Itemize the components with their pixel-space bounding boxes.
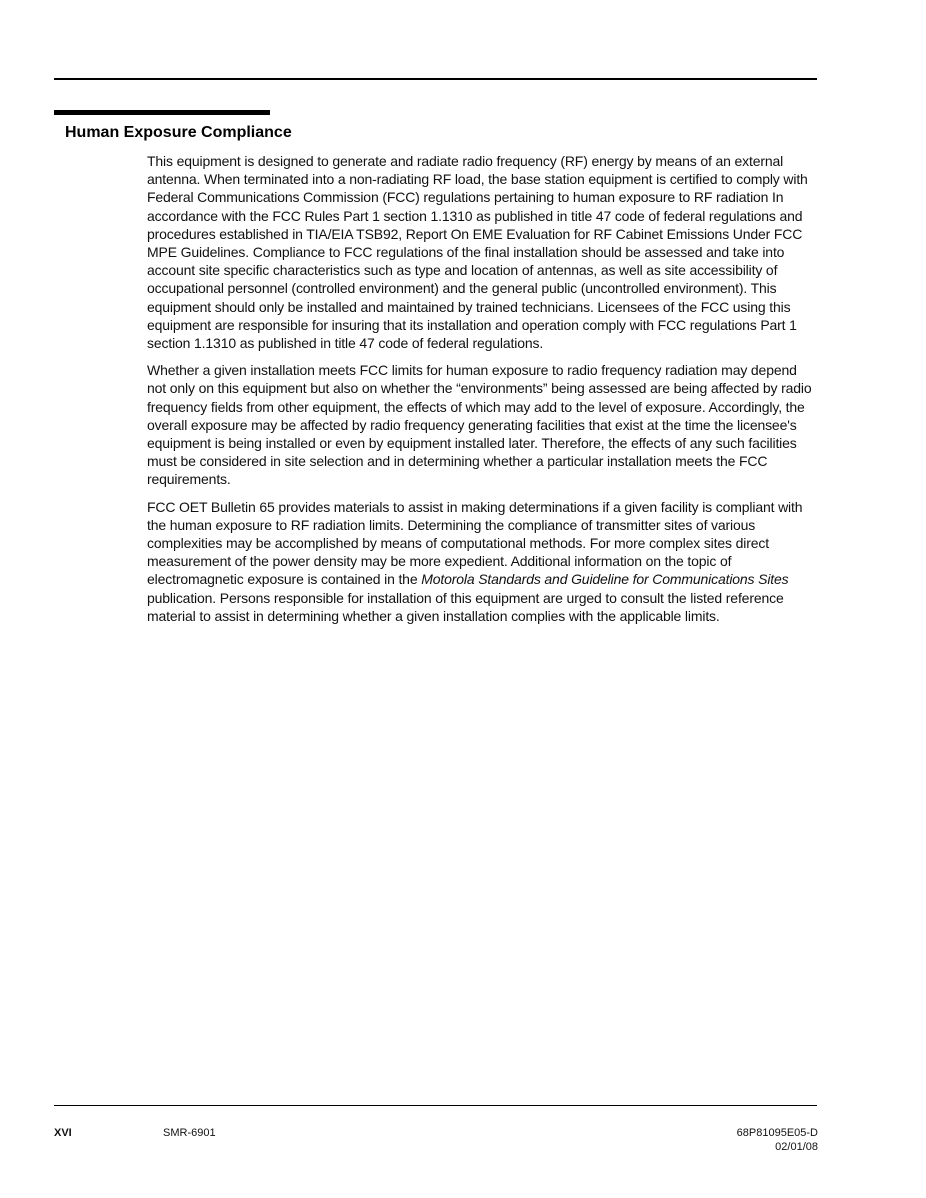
- top-rule: [54, 78, 817, 80]
- footer-page-number: XVI: [54, 1127, 72, 1139]
- paragraph-3-text-after: publication. Persons responsible for installation of this equipment are urged to consult the listed reference material to assist in determining whether a given installation complies with the applicable limits.: [147, 589, 784, 624]
- footer-model: SMR-6901: [163, 1127, 216, 1139]
- body-text: [147, 152, 818, 634]
- section-rule: [54, 110, 270, 115]
- paragraph-3: [147, 498, 818, 625]
- section-heading: Human Exposure Compliance: [65, 124, 292, 141]
- paragraph-2: Whether a given installation meets FCC limits for human exposure to radio frequency radiation may depend not only on this equipment but also on whether the “environments” being assessed are being affected by radio frequency fields from other equipment, the effects of which may add to the level of exposure. Accordingly, the overall exposure may be affected by radio frequency generating facilities that exist at the time the licensee's equipment is being installed or even by equipment installed later. Therefore, the effects of any such facilities must be considered in site selection and in determining whether a particular installation meets the FCC requirements.: [147, 362, 812, 488]
- footer-date: 02/01/08: [775, 1141, 818, 1153]
- footer-rule: [54, 1105, 817, 1106]
- footer-doc-info: [737, 1126, 818, 1154]
- footer-doc-number: 68P81095E05-D: [736, 1127, 818, 1139]
- publication-title: Motorola Standards and Guideline for Communications Sites: [421, 571, 789, 588]
- paragraph-1: This equipment is designed to generate and radiate radio frequency (RF) energy by means of an external antenna. When terminated into a non-radiating RF load, the base station equipment is certified to comply with Federal Communications Commission (FCC) regulations pertaining to human exposure to RF radiation In accordance with the FCC Rules Part 1 section 1.1310 as published in title 47 code of federal regulations and procedures established in TIA/EIA TSB92, Report On EME Evaluation for RF Cabinet Emissions Under FCC MPE Guidelines. Compliance to FCC regulations of the final installation should be assessed and take into account site specific characteristics such as type and location of antennas, as well as site accessibility of occupational personnel (controlled environment) and the general public (uncontrolled environment). This equipment should only be installed and maintained by trained technicians. Licensees of the FCC using this equipment are responsible for insuring that its installation and operation comply with FCC regulations Part 1 section 1.1310 as published in title 47 code of federal regulations.: [147, 153, 808, 352]
- paragraph-3-text-before: FCC OET Bulletin 65 provides materials to assist in making determinations if a given facility is compliant with the human exposure to RF radiation limits. Determining the compliance of transmitter sites of various complexities may be accomplished by means of computational methods. For more complex sites direct measurement of the power density may be more expedient. Additional information on the topic of electromagnetic exposure is contained in the: [147, 498, 803, 588]
